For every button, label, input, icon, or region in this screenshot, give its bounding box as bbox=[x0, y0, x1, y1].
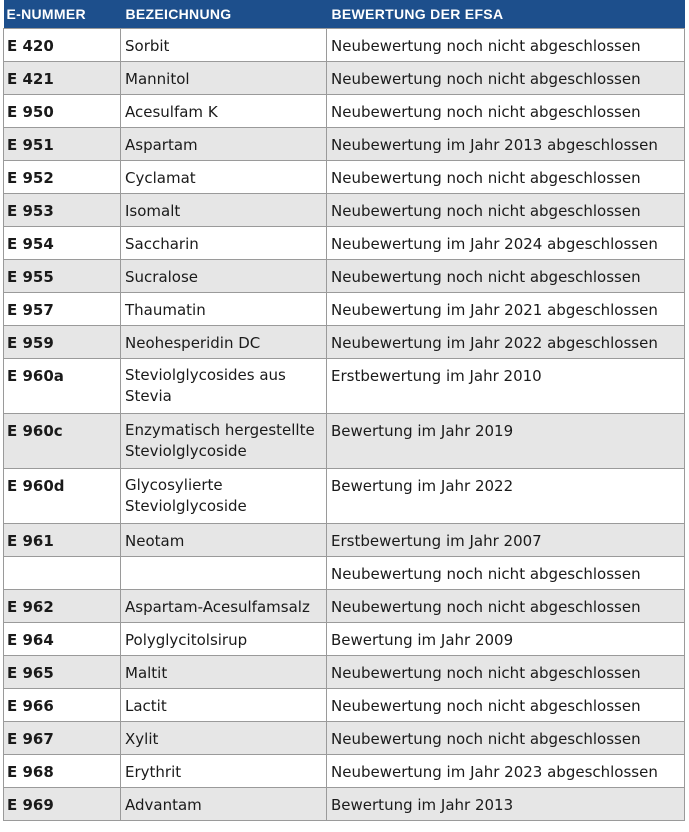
name-cell bbox=[121, 557, 327, 590]
evaluation-cell: Neubewertung im Jahr 2022 abgeschlossen bbox=[327, 326, 685, 359]
table-row bbox=[4, 194, 685, 227]
name-cell: Lactit bbox=[121, 689, 327, 722]
name-cell: Neohesperidin DC bbox=[121, 326, 327, 359]
table-row bbox=[4, 293, 685, 326]
name-cell: Mannitol bbox=[121, 62, 327, 95]
name-cell: Aspartam-Acesulfamsalz bbox=[121, 590, 327, 623]
e-number-cell: E 965 bbox=[4, 656, 121, 689]
evaluation-cell: Erstbewertung im Jahr 2010 bbox=[327, 359, 685, 414]
table-row bbox=[4, 524, 685, 557]
table-body bbox=[4, 29, 685, 821]
table-row bbox=[4, 161, 685, 194]
name-cell: Advantam bbox=[121, 788, 327, 821]
evaluation-cell: Neubewertung noch nicht abgeschlossen bbox=[327, 95, 685, 128]
e-number-cell: E 421 bbox=[4, 62, 121, 95]
name-cell: Aspartam bbox=[121, 128, 327, 161]
table-row bbox=[4, 689, 685, 722]
e-number-cell: E 962 bbox=[4, 590, 121, 623]
name-cell: Saccharin bbox=[121, 227, 327, 260]
name-cell: Xylit bbox=[121, 722, 327, 755]
e-number-cell: E 961 bbox=[4, 524, 121, 557]
table-row bbox=[4, 62, 685, 95]
table-row bbox=[4, 557, 685, 590]
e-number-cell bbox=[4, 557, 121, 590]
evaluation-cell: Neubewertung im Jahr 2024 abgeschlossen bbox=[327, 227, 685, 260]
table-row bbox=[4, 95, 685, 128]
evaluation-cell: Bewertung im Jahr 2009 bbox=[327, 623, 685, 656]
table-row bbox=[4, 656, 685, 689]
evaluation-cell: Neubewertung noch nicht abgeschlossen bbox=[327, 689, 685, 722]
table-row bbox=[4, 29, 685, 62]
evaluation-cell: Erstbewertung im Jahr 2007 bbox=[327, 524, 685, 557]
e-number-cell: E 951 bbox=[4, 128, 121, 161]
table-row bbox=[4, 227, 685, 260]
evaluation-cell: Neubewertung noch nicht abgeschlossen bbox=[327, 557, 685, 590]
evaluation-cell: Bewertung im Jahr 2019 bbox=[327, 414, 685, 469]
table-header bbox=[4, 0, 685, 29]
evaluation-cell: Neubewertung noch nicht abgeschlossen bbox=[327, 656, 685, 689]
table-row bbox=[4, 590, 685, 623]
evaluation-cell: Neubewertung noch nicht abgeschlossen bbox=[327, 161, 685, 194]
table-row bbox=[4, 128, 685, 161]
sweeteners-table bbox=[3, 0, 685, 821]
evaluation-cell: Neubewertung noch nicht abgeschlossen bbox=[327, 29, 685, 62]
name-cell: Polyglycitolsirup bbox=[121, 623, 327, 656]
table-row bbox=[4, 414, 685, 469]
e-number-cell: E 960c bbox=[4, 414, 121, 469]
e-number-cell: E 966 bbox=[4, 689, 121, 722]
e-number-cell: E 960d bbox=[4, 469, 121, 524]
e-number-cell: E 420 bbox=[4, 29, 121, 62]
evaluation-cell: Neubewertung noch nicht abgeschlossen bbox=[327, 62, 685, 95]
name-cell: Sorbit bbox=[121, 29, 327, 62]
name-cell: Isomalt bbox=[121, 194, 327, 227]
header-bezeichnung: BEZEICHNUNG bbox=[121, 0, 327, 29]
table-row bbox=[4, 469, 685, 524]
name-cell: Erythrit bbox=[121, 755, 327, 788]
name-cell: Acesulfam K bbox=[121, 95, 327, 128]
evaluation-cell: Neubewertung noch nicht abgeschlossen bbox=[327, 590, 685, 623]
table-row bbox=[4, 260, 685, 293]
table-row bbox=[4, 788, 685, 821]
table-row bbox=[4, 359, 685, 414]
name-cell: Maltit bbox=[121, 656, 327, 689]
e-number-cell: E 957 bbox=[4, 293, 121, 326]
name-cell: Thaumatin bbox=[121, 293, 327, 326]
name-cell: Steviolglycosides aus Stevia bbox=[121, 359, 327, 414]
e-number-cell: E 950 bbox=[4, 95, 121, 128]
e-number-cell: E 967 bbox=[4, 722, 121, 755]
e-number-cell: E 969 bbox=[4, 788, 121, 821]
e-number-cell: E 952 bbox=[4, 161, 121, 194]
e-number-cell: E 959 bbox=[4, 326, 121, 359]
name-cell: Glycosylierte Steviolglycoside bbox=[121, 469, 327, 524]
name-cell: Neotam bbox=[121, 524, 327, 557]
table-row bbox=[4, 755, 685, 788]
name-cell: Enzymatisch hergestellte Steviolglycoside bbox=[121, 414, 327, 469]
e-number-cell: E 955 bbox=[4, 260, 121, 293]
e-number-cell: E 964 bbox=[4, 623, 121, 656]
table-row bbox=[4, 722, 685, 755]
table-row bbox=[4, 623, 685, 656]
e-number-cell: E 953 bbox=[4, 194, 121, 227]
evaluation-cell: Neubewertung im Jahr 2023 abgeschlossen bbox=[327, 755, 685, 788]
evaluation-cell: Neubewertung noch nicht abgeschlossen bbox=[327, 194, 685, 227]
e-number-cell: E 968 bbox=[4, 755, 121, 788]
header-bewertung: BEWERTUNG DER EFSA bbox=[327, 0, 685, 29]
evaluation-cell: Bewertung im Jahr 2013 bbox=[327, 788, 685, 821]
header-e-nummer: E-NUMMER bbox=[4, 0, 121, 29]
header-row bbox=[4, 0, 685, 29]
evaluation-cell: Neubewertung im Jahr 2013 abgeschlossen bbox=[327, 128, 685, 161]
evaluation-cell: Neubewertung im Jahr 2021 abgeschlossen bbox=[327, 293, 685, 326]
evaluation-cell: Neubewertung noch nicht abgeschlossen bbox=[327, 722, 685, 755]
name-cell: Sucralose bbox=[121, 260, 327, 293]
e-number-cell: E 954 bbox=[4, 227, 121, 260]
evaluation-cell: Neubewertung noch nicht abgeschlossen bbox=[327, 260, 685, 293]
table-row bbox=[4, 326, 685, 359]
e-number-cell: E 960a bbox=[4, 359, 121, 414]
name-cell: Cyclamat bbox=[121, 161, 327, 194]
evaluation-cell: Bewertung im Jahr 2022 bbox=[327, 469, 685, 524]
